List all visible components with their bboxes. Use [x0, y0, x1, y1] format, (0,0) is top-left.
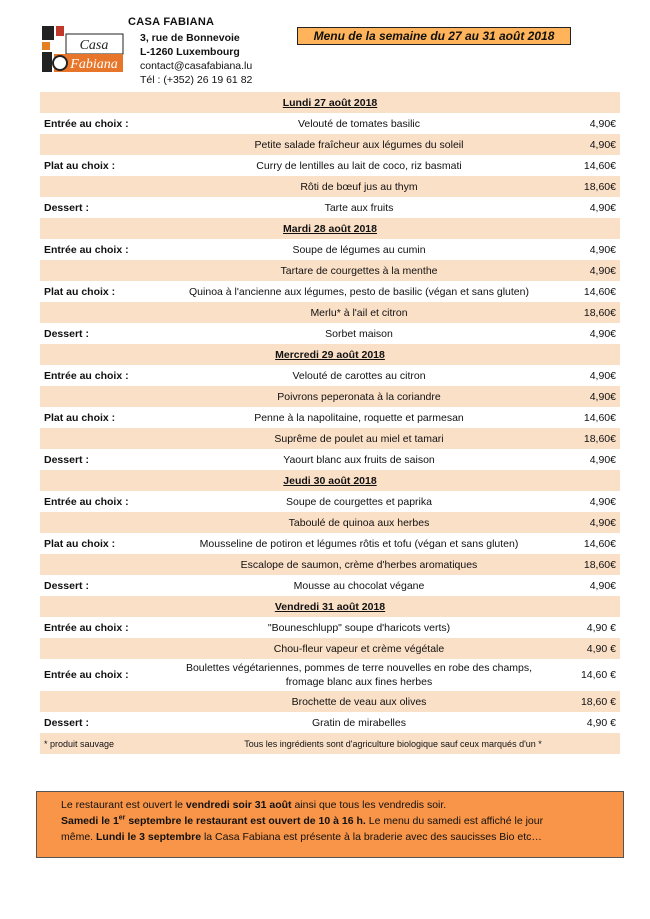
menu-category: Dessert : — [44, 327, 89, 340]
menu-price: 14,60€ — [583, 411, 616, 424]
menu-price: 4,90 € — [586, 716, 616, 729]
day-header — [40, 470, 620, 491]
menu-price: 18,60€ — [552, 554, 620, 575]
menu-category: Plat au choix : — [44, 285, 116, 298]
day-title: Vendredi 31 août 2018 — [40, 596, 620, 617]
address-city: L-1260 Luxembourg — [140, 46, 240, 58]
day-header — [40, 218, 620, 239]
menu-price: 14,60€ — [583, 537, 616, 550]
menu-row — [40, 533, 620, 554]
menu-category: Entrée au choix : — [44, 243, 129, 256]
menu-dish: Curry de lentilles au lait de coco, riz basmati — [256, 159, 462, 172]
menu-dish: Petite salade fraîcheur aux légumes du soleil — [166, 134, 552, 155]
logo-text-bottom: Fabiana — [70, 57, 118, 72]
menu-price: 18,60€ — [552, 428, 620, 449]
menu-row — [40, 691, 620, 712]
menu-row — [40, 197, 620, 218]
menu-dish: Soupe de légumes au cumin — [292, 243, 426, 256]
notice-line-2: Samedi le 1er septembre le restaurant est ouvert de 10 à 16 h. Le menu du samedi est affiché le jour — [61, 814, 544, 827]
menu-category — [40, 386, 166, 407]
menu-dish: Mousseline de potiron et légumes rôtis et tofu (végan et sans gluten) — [199, 537, 519, 550]
menu-category: Dessert : — [44, 579, 89, 592]
menu-dish: Mousse au chocolat végane — [293, 579, 425, 592]
menu-category: Plat au choix : — [44, 537, 116, 550]
notice-line-3: même. Lundi le 3 septembre la Casa Fabiana est présente à la braderie avec des saucisses Bio etc… — [61, 831, 542, 843]
menu-row — [40, 575, 620, 596]
menu-price: 18,60 € — [552, 691, 620, 712]
menu-price: 14,60 € — [580, 669, 616, 681]
menu-dish: Velouté de tomates basilic — [298, 117, 420, 130]
menu-price: 4,90 € — [586, 621, 616, 634]
menu-row — [40, 638, 620, 659]
menu-row — [40, 512, 620, 533]
footnote-row — [40, 733, 620, 754]
menu-category — [40, 512, 166, 533]
menu-dish: Tartare de courgettes à la menthe — [166, 260, 552, 281]
menu-price: 14,60€ — [583, 159, 616, 172]
menu-price: 18,60€ — [552, 176, 620, 197]
menu-category — [40, 176, 166, 197]
notice-line-1: Le restaurant est ouvert le vendredi soir 31 août ainsi que tous les vendredis soir. — [61, 799, 447, 811]
logo-text-top: Casa — [79, 38, 109, 53]
menu-category — [40, 134, 166, 155]
menu-dish: Suprême de poulet au miel et tamari — [166, 428, 552, 449]
menu-category — [40, 691, 166, 712]
menu-row — [40, 302, 620, 323]
day-title: Mardi 28 août 2018 — [40, 218, 620, 239]
day-header — [40, 92, 620, 113]
casa-fabiana-logo — [40, 24, 125, 74]
menu-row — [40, 239, 620, 260]
week-title-banner: Menu de la semaine du 27 au 31 août 2018 — [297, 27, 571, 45]
menu-category: Entrée au choix : — [44, 369, 129, 382]
menu-category — [40, 554, 166, 575]
weekly-menu-table — [40, 92, 620, 754]
day-title: Jeudi 30 août 2018 — [40, 470, 620, 491]
day-title: Mercredi 29 août 2018 — [40, 344, 620, 365]
menu-price: 14,60€ — [583, 285, 616, 298]
menu-dish: Brochette de veau aux olives — [166, 691, 552, 712]
menu-dish: Merlu* à l'ail et citron — [166, 302, 552, 323]
menu-dish: Velouté de carottes au citron — [292, 369, 426, 382]
menu-dish: Taboulé de quinoa aux herbes — [166, 512, 552, 533]
menu-row — [40, 491, 620, 512]
menu-price: 4,90€ — [552, 260, 620, 281]
menu-category: Dessert : — [44, 201, 89, 214]
menu-row — [40, 281, 620, 302]
menu-price: 4,90€ — [589, 201, 616, 214]
menu-dish: Chou-fleur vapeur et crème végétale — [166, 638, 552, 659]
menu-row — [40, 323, 620, 344]
menu-row — [40, 260, 620, 281]
menu-row — [40, 155, 620, 176]
address-street: 3, rue de Bonnevoie — [140, 32, 240, 44]
menu-dish: "Bouneschlupp" soupe d'haricots verts) — [267, 621, 451, 634]
contact-email: contact@casafabiana.lu — [140, 60, 253, 72]
menu-row — [40, 365, 620, 386]
menu-dish: Penne à la napolitaine, roquette et parmesan — [254, 411, 464, 424]
menu-category: Dessert : — [44, 453, 89, 466]
menu-dish: Gratin de mirabelles — [312, 716, 406, 729]
menu-category: Entrée au choix : — [44, 495, 129, 508]
menu-row — [40, 113, 620, 134]
header — [0, 0, 650, 92]
menu-row — [40, 176, 620, 197]
menu-price: 4,90€ — [589, 243, 616, 256]
menu-dish: Soupe de courgettes et paprika — [286, 495, 432, 508]
menu-row — [40, 428, 620, 449]
day-header — [40, 344, 620, 365]
menu-dish: Boulettes végétariennes, pommes de terre nouvelles en robe des champs, fromage blanc aux fines herbes — [185, 662, 533, 688]
menu-category: Plat au choix : — [44, 159, 116, 172]
menu-row — [40, 554, 620, 575]
menu-row — [40, 386, 620, 407]
menu-category: Entrée au choix : — [44, 117, 129, 130]
menu-row — [40, 449, 620, 470]
menu-row — [40, 407, 620, 428]
menu-row — [40, 617, 620, 638]
menu-dish: Rôti de bœuf jus au thym — [166, 176, 552, 197]
menu-price: 4,90€ — [589, 579, 616, 592]
footnote-organic: Tous les ingrédients sont d'agriculture biologique sauf ceux marqués d'un * — [166, 733, 620, 754]
contact-phone: Tél : (+352) 26 19 61 82 — [140, 74, 253, 86]
menu-dish: Tarte aux fruits — [324, 201, 394, 214]
day-title: Lundi 27 août 2018 — [40, 92, 620, 113]
menu-category — [40, 260, 166, 281]
menu-price: 4,90 € — [552, 638, 620, 659]
menu-dish: Quinoa à l'ancienne aux légumes, pesto de basilic (végan et sans gluten) — [189, 285, 529, 298]
menu-dish: Poivrons peperonata à la coriandre — [166, 386, 552, 407]
menu-dish: Escalope de saumon, crème d'herbes aromatiques — [166, 554, 552, 575]
menu-price: 18,60€ — [552, 302, 620, 323]
menu-category: Plat au choix : — [44, 411, 116, 424]
menu-category — [40, 638, 166, 659]
menu-price: 4,90€ — [589, 453, 616, 466]
opening-notice — [36, 791, 624, 858]
menu-price: 4,90€ — [552, 386, 620, 407]
menu-category: Dessert : — [44, 716, 89, 729]
menu-price: 4,90€ — [589, 495, 616, 508]
footnote-wild-product: * produit sauvage — [40, 733, 166, 754]
menu-row — [40, 712, 620, 733]
menu-category: Entrée au choix : — [44, 621, 129, 634]
menu-row — [40, 134, 620, 155]
menu-price: 4,90€ — [589, 369, 616, 382]
day-header — [40, 596, 620, 617]
menu-price: 4,90€ — [589, 117, 616, 130]
menu-price: 4,90€ — [589, 327, 616, 340]
company-name: CASA FABIANA — [128, 16, 215, 28]
menu-price: 4,90€ — [552, 512, 620, 533]
menu-row — [40, 659, 620, 691]
menu-dish: Sorbet maison — [325, 327, 393, 340]
menu-category — [40, 302, 166, 323]
menu-category — [40, 428, 166, 449]
menu-price: 4,90€ — [552, 134, 620, 155]
menu-dish: Yaourt blanc aux fruits de saison — [283, 453, 435, 466]
menu-category: Entrée au choix : — [44, 669, 129, 681]
